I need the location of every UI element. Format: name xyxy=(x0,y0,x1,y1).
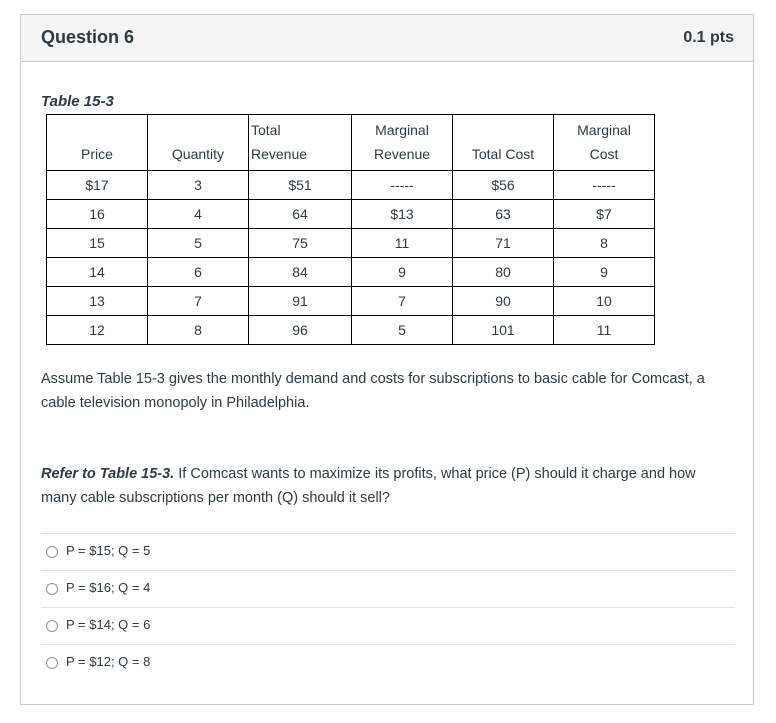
cell-total-revenue: $51 xyxy=(249,171,352,200)
cell-total-cost: 101 xyxy=(453,316,554,345)
question-prompt xyxy=(41,462,731,510)
data-table xyxy=(46,114,655,345)
cell-total-cost: 63 xyxy=(453,200,554,229)
answer-option-1[interactable] xyxy=(41,533,735,570)
header-total-revenue-line1: Total xyxy=(251,122,281,138)
answer-label[interactable]: P = $16; Q = 4 xyxy=(66,580,151,595)
header-total-revenue-line2: Revenue xyxy=(251,146,308,162)
cell-marginal-revenue: 7 xyxy=(352,287,453,316)
question-card xyxy=(20,14,754,705)
answer-list xyxy=(41,533,735,681)
cell-total-revenue: 96 xyxy=(249,316,352,345)
radio-button-icon[interactable] xyxy=(46,657,58,669)
header-total-cost xyxy=(453,115,554,171)
header-marginal-revenue-line1: Marginal xyxy=(375,122,429,138)
answer-label[interactable]: P = $15; Q = 5 xyxy=(66,543,151,558)
header-marginal-revenue-line2: Revenue xyxy=(373,146,431,162)
question-title: Question 6 xyxy=(41,27,135,47)
cell-marginal-revenue: 5 xyxy=(352,316,453,345)
table-row xyxy=(47,287,655,316)
cell-marginal-cost: $7 xyxy=(554,200,655,229)
answer-option-3[interactable] xyxy=(41,607,735,644)
header-total-revenue xyxy=(249,115,352,171)
cell-quantity: 6 xyxy=(148,258,249,287)
cell-total-cost: $56 xyxy=(453,171,554,200)
answer-label[interactable]: P = $12; Q = 8 xyxy=(66,654,151,669)
cell-total-cost: 90 xyxy=(453,287,554,316)
cell-price: $17 xyxy=(47,171,148,200)
table-caption: Table 15-3 xyxy=(41,93,114,110)
cell-marginal-revenue: 11 xyxy=(352,229,453,258)
table-reference: Refer to Table 15-3. xyxy=(41,466,175,482)
header-quantity xyxy=(148,115,249,171)
header-total-cost-line: Total Cost xyxy=(471,146,535,162)
table-row xyxy=(47,171,655,200)
cell-price: 14 xyxy=(47,258,148,287)
header-marginal-cost-line2: Cost xyxy=(589,146,619,162)
cell-marginal-revenue: ----- xyxy=(352,171,453,200)
cell-marginal-cost: 10 xyxy=(554,287,655,316)
context-paragraph: Assume Table 15-3 gives the monthly demand and costs for subscriptions to basic cable for Comcast, a cable television monopoly in Philadelphia. xyxy=(41,371,705,411)
cell-quantity: 7 xyxy=(148,287,249,316)
table-row xyxy=(47,316,655,345)
radio-button-icon[interactable] xyxy=(46,583,58,595)
answer-option-4[interactable] xyxy=(41,644,735,681)
table-row xyxy=(47,229,655,258)
question-points: 0.1 pts xyxy=(683,29,734,46)
cell-quantity: 5 xyxy=(148,229,249,258)
cell-price: 16 xyxy=(47,200,148,229)
table-header-row xyxy=(47,115,655,171)
table-row xyxy=(47,258,655,287)
cell-marginal-cost: 9 xyxy=(554,258,655,287)
cell-marginal-cost: ----- xyxy=(554,171,655,200)
radio-button-icon[interactable] xyxy=(46,546,58,558)
cell-quantity: 3 xyxy=(148,171,249,200)
cell-marginal-cost: 8 xyxy=(554,229,655,258)
question-header xyxy=(21,15,753,62)
cell-quantity: 4 xyxy=(148,200,249,229)
cell-marginal-revenue: $13 xyxy=(352,200,453,229)
cell-marginal-cost: 11 xyxy=(554,316,655,345)
cell-price: 12 xyxy=(47,316,148,345)
header-marginal-cost xyxy=(554,115,655,171)
header-marginal-cost-line1: Marginal xyxy=(577,122,631,138)
cell-total-revenue: 75 xyxy=(249,229,352,258)
table-row xyxy=(47,200,655,229)
answer-label[interactable]: P = $14; Q = 6 xyxy=(66,617,151,632)
cell-price: 13 xyxy=(47,287,148,316)
header-marginal-revenue xyxy=(352,115,453,171)
cell-total-revenue: 64 xyxy=(249,200,352,229)
cell-total-cost: 71 xyxy=(453,229,554,258)
cell-total-cost: 80 xyxy=(453,258,554,287)
header-quantity-line: Quantity xyxy=(171,146,225,162)
header-price xyxy=(47,115,148,171)
cell-marginal-revenue: 9 xyxy=(352,258,453,287)
cell-quantity: 8 xyxy=(148,316,249,345)
cell-price: 15 xyxy=(47,229,148,258)
cell-total-revenue: 91 xyxy=(249,287,352,316)
radio-button-icon[interactable] xyxy=(46,620,58,632)
answer-option-2[interactable] xyxy=(41,570,735,607)
cell-total-revenue: 84 xyxy=(249,258,352,287)
header-price-line: Price xyxy=(81,146,113,162)
question-prompt-text: If Comcast wants to maximize its profits, what price (P) should it charge and how many cable subscriptions per month (Q) should it sell? xyxy=(41,466,696,506)
